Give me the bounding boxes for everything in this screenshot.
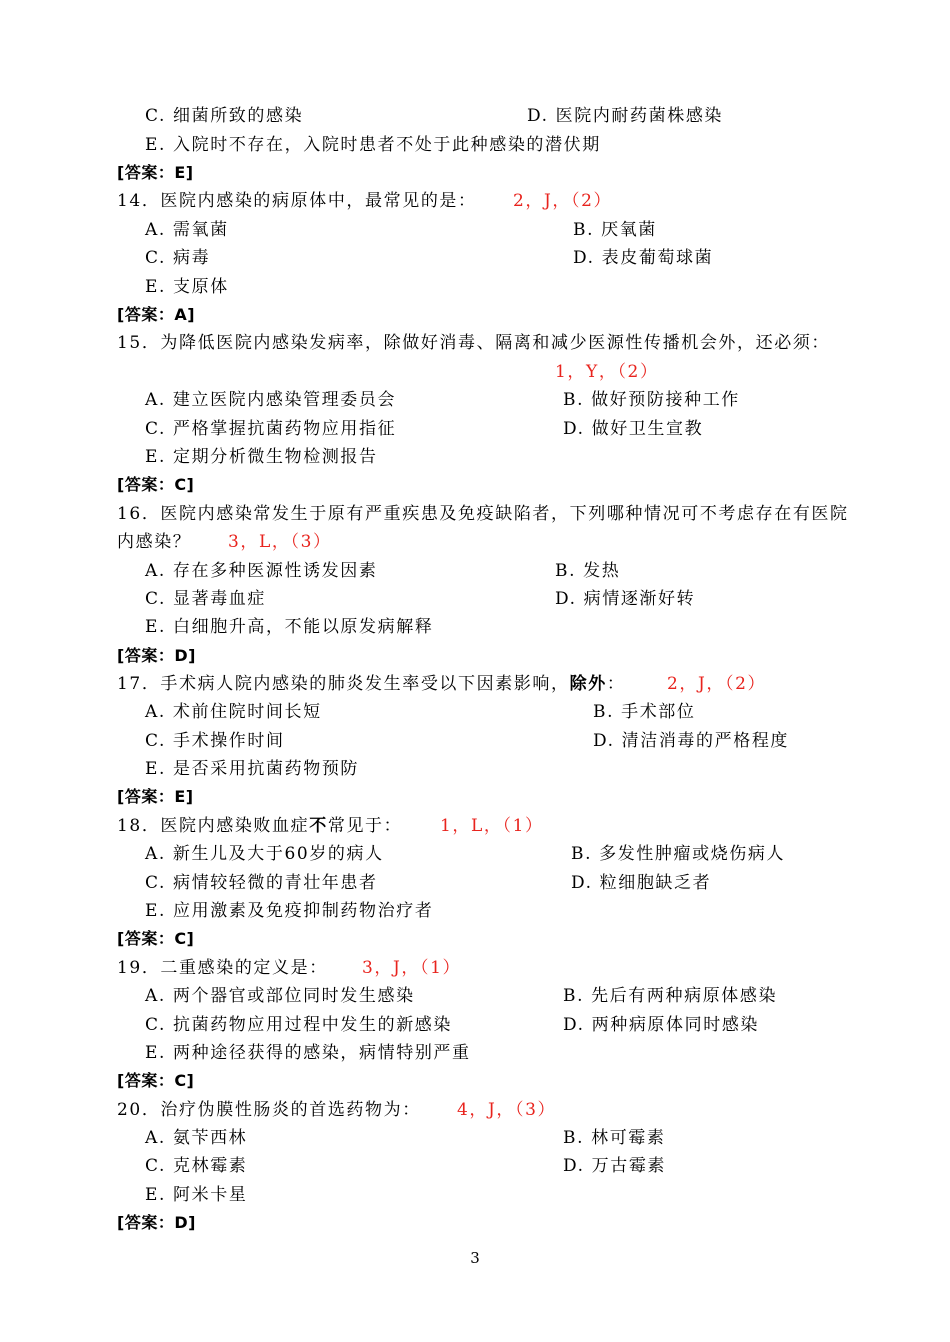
q16-option-d: D. 病情逐渐好转 bbox=[555, 589, 696, 609]
q17-answer: [答案：E] bbox=[117, 787, 194, 806]
q18-option-b: B. 多发性肿瘤或烧伤病人 bbox=[571, 844, 786, 864]
q14-stem: 14．医院内感染的病原体中，最常见的是： bbox=[117, 191, 477, 211]
q18-stem-text: 18．医院内感染败血症 bbox=[117, 816, 310, 836]
q17-stem-end: ： bbox=[606, 674, 626, 694]
q16-code: 3，L，（3） bbox=[228, 532, 332, 552]
q18-option-d: D. 粒细胞缺乏者 bbox=[571, 873, 712, 893]
q17-option-c: C. 手术操作时间 bbox=[145, 731, 285, 751]
q20-option-b: B. 林可霉素 bbox=[563, 1128, 666, 1148]
q20-stem: 20．治疗伪膜性肠炎的首选药物为： bbox=[117, 1100, 421, 1120]
q18-option-a: A. 新生儿及大于60岁的病人 bbox=[145, 844, 384, 864]
q18-stem-emphasis: 不 bbox=[309, 816, 328, 836]
q20-code: 4，J，（3） bbox=[457, 1100, 557, 1120]
q15-option-d: D. 做好卫生宣教 bbox=[563, 419, 704, 439]
q15-option-b: B. 做好预防接种工作 bbox=[563, 390, 740, 410]
q19-option-c: C. 抗菌药物应用过程中发生的新感染 bbox=[145, 1015, 453, 1035]
q19-stem: 19．二重感染的定义是： bbox=[117, 958, 328, 978]
q16-stem-line2: 内感染？ bbox=[117, 532, 192, 552]
q17-option-e: E. 是否采用抗菌药物预防 bbox=[145, 759, 360, 779]
q15-option-a: A. 建立医院内感染管理委员会 bbox=[145, 390, 397, 410]
q19-option-d: D. 两种病原体同时感染 bbox=[563, 1015, 760, 1035]
q18-option-e: E. 应用激素及免疫抑制药物治疗者 bbox=[145, 901, 434, 921]
q16-option-c: C. 显著毒血症 bbox=[145, 589, 267, 609]
q18-stem bbox=[117, 815, 402, 837]
q16-answer: [答案：D] bbox=[117, 646, 196, 665]
q20-option-e: E. 阿米卡星 bbox=[145, 1185, 248, 1205]
q14-option-d: D. 表皮葡萄球菌 bbox=[573, 248, 714, 268]
q15-answer: [答案：C] bbox=[117, 475, 195, 494]
q13-answer: [答案：E] bbox=[117, 163, 194, 182]
q14-answer: [答案：A] bbox=[117, 305, 196, 324]
q17-option-a: A. 术前住院时间长短 bbox=[145, 702, 322, 722]
q14-option-c: C. 病毒 bbox=[145, 248, 211, 268]
q18-answer: [答案：C] bbox=[117, 929, 195, 948]
q15-option-e: E. 定期分析微生物检测报告 bbox=[145, 447, 378, 467]
q17-option-d: D. 清洁消毒的严格程度 bbox=[593, 731, 790, 751]
q16-option-b: B. 发热 bbox=[555, 561, 621, 581]
q18-option-c: C. 病情较轻微的青壮年患者 bbox=[145, 873, 378, 893]
q16-stem-line1: 16．医院内感染常发生于原有严重疾患及免疫缺陷者，下列哪种情况可不考虑存在有医院 bbox=[117, 504, 849, 524]
q13-option-d: D. 医院内耐药菌株感染 bbox=[527, 106, 724, 126]
q17-option-b: B. 手术部位 bbox=[593, 702, 696, 722]
q20-answer: [答案：D] bbox=[117, 1213, 196, 1232]
q14-option-b: B. 厌氧菌 bbox=[573, 220, 657, 240]
q17-stem-text: 17．手术病人院内感染的肺炎发生率受以下因素影响， bbox=[117, 674, 570, 694]
q19-code: 3，J，（1） bbox=[362, 958, 462, 978]
q19-option-a: A. 两个器官或部位同时发生感染 bbox=[145, 986, 415, 1006]
q17-code: 2，J，（2） bbox=[667, 674, 767, 694]
q15-stem: 15．为降低医院内感染发病率，除做好消毒、隔离和减少医源性传播机会外，还必须： bbox=[117, 333, 831, 353]
q18-code: 1，L，（1） bbox=[440, 816, 544, 836]
q20-option-a: A. 氨苄西林 bbox=[145, 1128, 248, 1148]
q19-answer: [答案：C] bbox=[117, 1071, 195, 1090]
q13-option-e: E. 入院时不存在，入院时患者不处于此种感染的潜伏期 bbox=[145, 135, 601, 155]
q17-stem bbox=[117, 673, 625, 695]
q18-stem-end: 常见于： bbox=[327, 816, 403, 836]
q19-option-b: B. 先后有两种病原体感染 bbox=[563, 986, 778, 1006]
q17-stem-emphasis: 除外 bbox=[569, 674, 607, 694]
q14-option-e: E. 支原体 bbox=[145, 277, 229, 297]
q16-option-e: E. 白细胞升高，不能以原发病解释 bbox=[145, 617, 434, 637]
q14-option-a: A. 需氧菌 bbox=[145, 220, 229, 240]
q16-option-a: A. 存在多种医源性诱发因素 bbox=[145, 561, 378, 581]
q19-option-e: E. 两种途径获得的感染，病情特别严重 bbox=[145, 1043, 471, 1063]
q14-code: 2，J，（2） bbox=[513, 191, 613, 211]
q15-option-c: C. 严格掌握抗菌药物应用指征 bbox=[145, 419, 397, 439]
q20-option-d: D. 万古霉素 bbox=[563, 1156, 667, 1176]
q20-option-c: C. 克林霉素 bbox=[145, 1156, 248, 1176]
page-number: 3 bbox=[470, 1249, 480, 1267]
q13-option-c: C. 细菌所致的感染 bbox=[145, 106, 304, 126]
q15-code: 1，Y，（2） bbox=[555, 362, 659, 382]
